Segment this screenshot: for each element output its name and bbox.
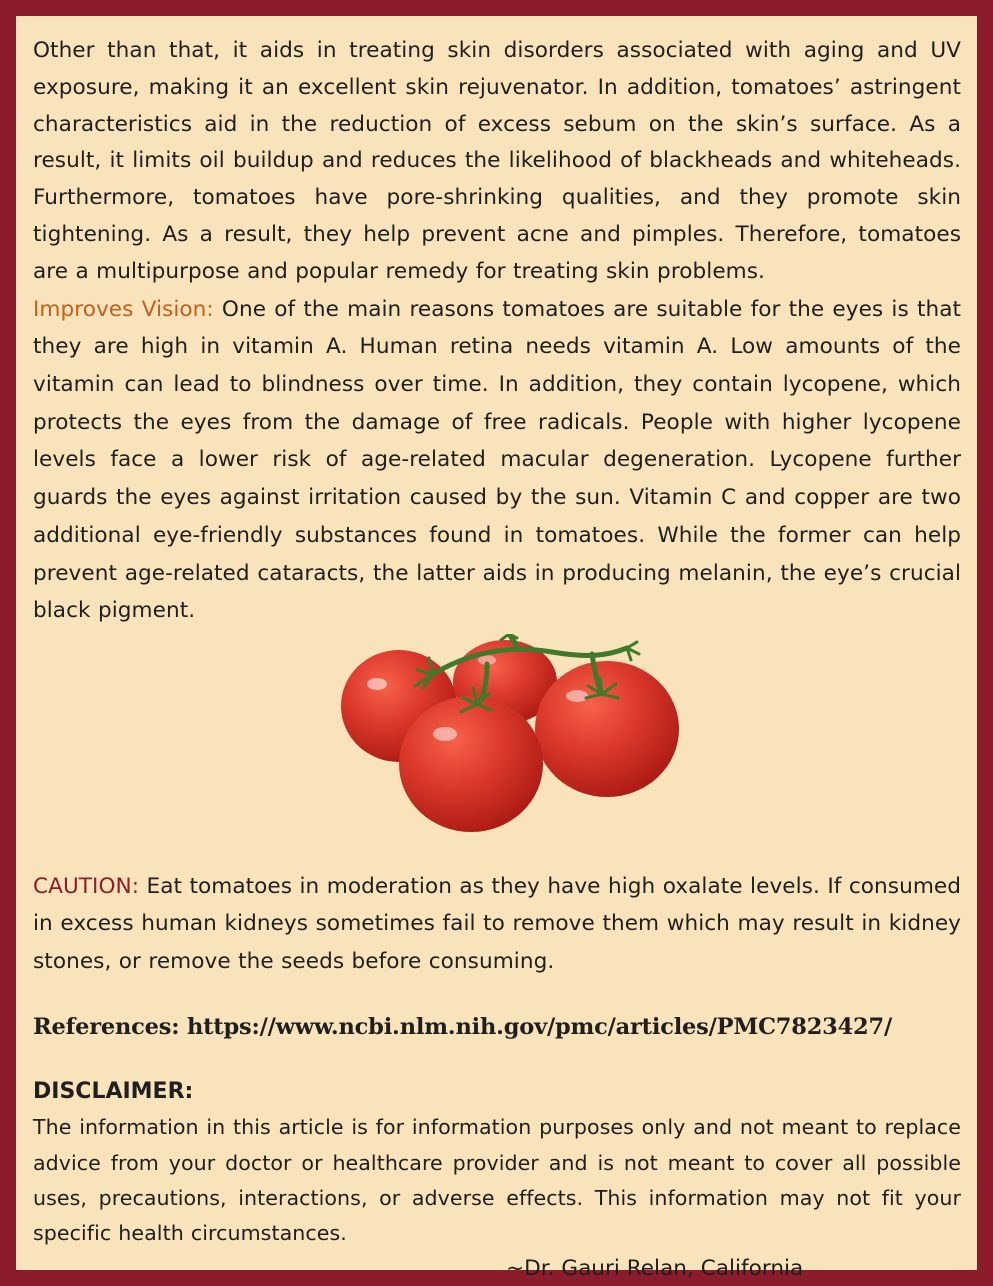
caution-text: Eat tomatoes in moderation as they have high oxalate levels. If consumed in excess human kidneys sometimes fail to remove them which may result in kidney stones, or remove the seeds before consuming. xyxy=(33,873,961,974)
references-line: References: https://www.ncbi.nlm.nih.gov/pmc/articles/PMC7823427/ xyxy=(33,1014,892,1041)
signature: ~Dr. Gauri Relan, California xyxy=(506,1256,804,1282)
skin-text: Other than that, it aids in treating skin disorders associated with aging and UV exposure, making it an excellent skin rejuvenator. In addition, tomatoes’ astringent characteristics aid in the reduction of excess sebum on the skin’s surface. As a result, it limits oil buildup and reduces the likelihood of blackheads and whiteheads. Furthermore, tomatoes have pore-shrinking qualities, and they promote skin tightening. As a result, they help prevent acne and pimples. Therefore, tomatoes are a multipurpose and popular remedy for treating skin problems. xyxy=(33,38,961,284)
skin-paragraph xyxy=(33,33,961,291)
tomato-right xyxy=(535,661,679,797)
vision-paragraph xyxy=(33,291,961,630)
article-page xyxy=(16,16,977,1282)
disclaimer-heading: DISCLAIMER: xyxy=(33,1079,194,1105)
tomato-front xyxy=(399,696,543,832)
tomato-cluster-icon xyxy=(337,634,687,858)
vision-heading: Improves Vision: xyxy=(33,296,214,322)
caution-heading: CAUTION: xyxy=(33,873,140,899)
tomato-image xyxy=(33,634,961,858)
disclaimer-text: The information in this article is for information purposes only and not meant to replace advice from your doctor or healthcare provider and is not meant to cover all possible uses, precautions, interactions, or adverse effects. This information may not fit your specific health circumstances. xyxy=(33,1115,961,1246)
vision-text: One of the main reasons tomatoes are suitable for the eyes is that they are high in vitamin A. Human retina needs vitamin A. Low amounts of the vitamin can lead to blindness over time. In addition, they contain lycopene, which protects the eyes from the damage of free radicals. People with higher lycopene levels face a lower risk of age-related macular degeneration. Lycopene further guards the eyes against irritation caused by the sun. Vitamin C and copper are two additional eye-friendly substances found in tomatoes. While the former can help prevent age-related cataracts, the latter aids in producing melanin, the eye’s crucial black pigment. xyxy=(33,296,961,624)
caution-paragraph xyxy=(33,868,961,981)
